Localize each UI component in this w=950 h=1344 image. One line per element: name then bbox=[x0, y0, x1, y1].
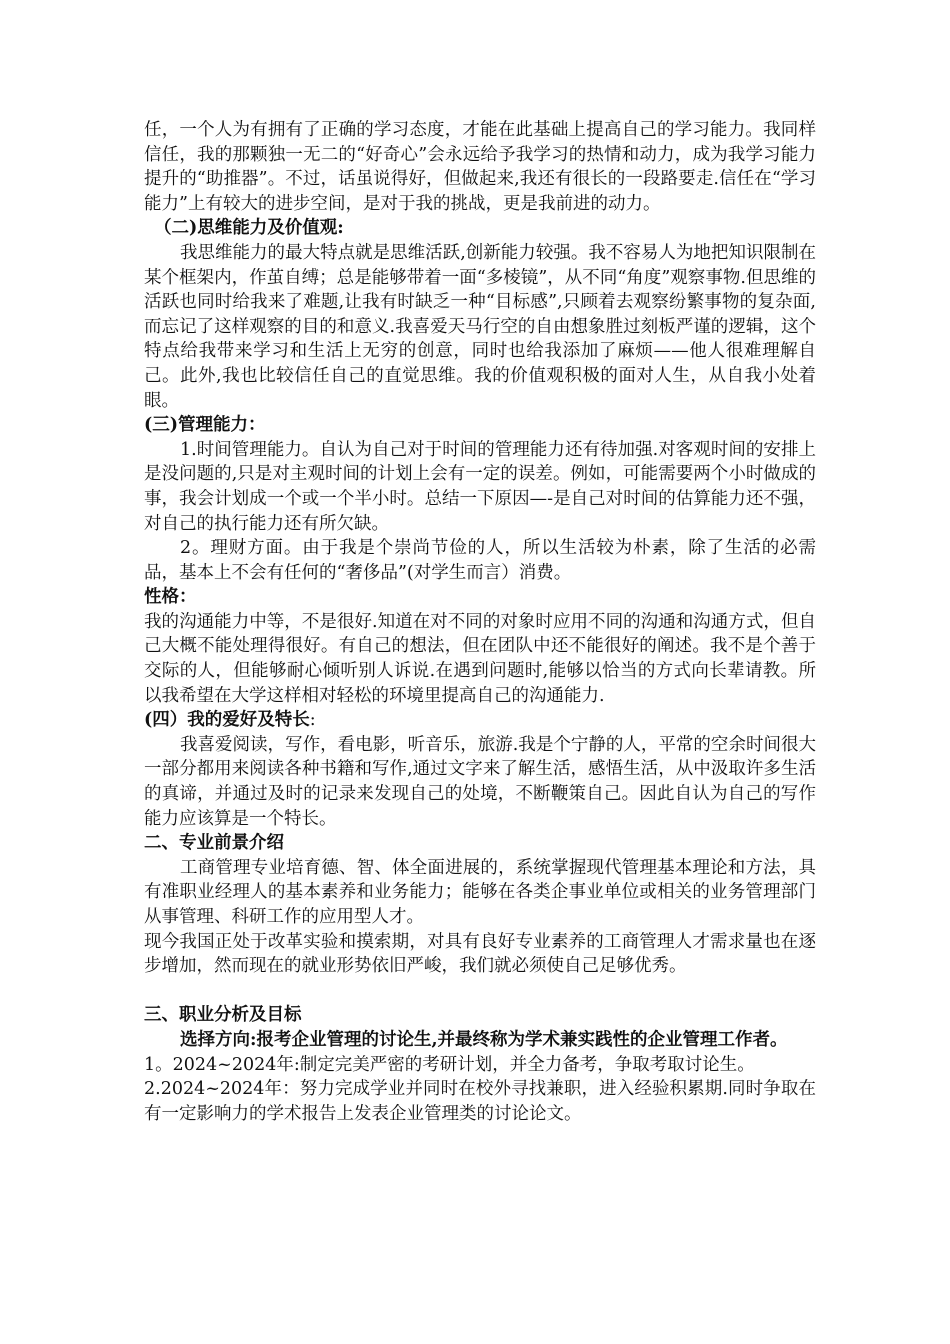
heading-hobbies bbox=[144, 708, 816, 733]
paragraph-chosen-direction: 选择方向:报考企业管理的讨论生,并最终称为学术兼实践性的企业管理工作者。 bbox=[180, 1029, 788, 1050]
heading-hobbies-text: (四）我的爱好及特长 bbox=[144, 710, 310, 731]
document-page bbox=[144, 118, 816, 1126]
paragraph-plan-1: 1。2024~2024年:制定完美严密的考研计划，并全力备考，争取考取讨论生。 bbox=[144, 1054, 755, 1075]
heading-personality: 性格： bbox=[144, 587, 197, 608]
heading-major-prospects: 二、专业前景介绍 bbox=[144, 833, 284, 854]
paragraph-personality: 我的沟通能力中等，不是很好.知道在对不同的对象时应用不同的沟通和沟通方式，但自己大概不能处理得很好。有自己的想法，但在团队中还不能很好的阐述。我不是个善于交际的人，但能够耐心倾听别人诉说.在遇到问题时,能够以恰当的方式向长辈请教。所以我希望在大学这样相对轻松的环境里提高自己的沟通能力. bbox=[144, 611, 816, 706]
paragraph-plan-2: 2.2024~2024年：努力完成学业并同时在校外寻找兼职，进入经验积累期.同时争取在有一定影响力的学术报告上发表企业管理类的讨论论文。 bbox=[144, 1079, 816, 1124]
paragraph-major-description: 工商管理专业培育德、智、体全面进展的，系统掌握现代管理基本理论和方法，具有准职业经理人的基本素养和业务能力；能够在各类企事业单位或相关的业务管理部门从事管理、科研工作的应用型人才。 bbox=[144, 857, 816, 927]
heading-thinking-ability: （二)思维能力及价值观: bbox=[154, 218, 344, 239]
heading-career-analysis: 三、职业分析及目标 bbox=[144, 1005, 302, 1026]
paragraph-time-management: 1.时间管理能力。自认为自己对于时间的管理能力还有待加强.对客观时间的安排上是没问题的,只是对主观时间的计划上会有一定的误差。例如，可能需要两个小时做成的事，我会计划成一个或一个半小时。总结一下原因—-是自己对时间的估算能力还不强，对自己的执行能力还有所欠缺。 bbox=[144, 439, 816, 534]
heading-hobbies-colon: : bbox=[309, 710, 316, 731]
heading-management-ability: (三)管理能力： bbox=[144, 415, 266, 436]
paragraph-learning-attitude: 任，一个人为有拥有了正确的学习态度，才能在此基础上提高自己的学习能力。我同样信任，我的那颗独一无二的“好奇心”会永远给予我学习的热情和动力，成为我学习能力提升的“助推器”。不过，话虽说得好，但做起来,我还有很长的一段路要走.信任在“学习能力”上有较大的进步空间，是对于我的挑战，更是我前进的动力。 bbox=[144, 120, 816, 214]
paragraph-employment-situation: 现今我国正处于改革实验和摸索期，对具有良好专业素养的工商管理人才需求量也在逐步增加，然而现在的就业形势依旧严峻，我们就必须使自己足够优秀。 bbox=[144, 931, 816, 977]
paragraph-thinking-ability: 我思维能力的最大特点就是思维活跃,创新能力较强。我不容易人为地把知识限制在某个框架内，作茧自缚；总是能够带着一面“多棱镜”，从不同“角度”观察事物.但思维的活跃也同时给我来了难题,让我有时缺乏一种“目标感”,只顾着去观察纷繁事物的复杂面,而忘记了这样观察的目的和意义.我喜爱天马行空的自由想象胜过刻板严谨的逻辑，这个特点给我带来学习和生活上无穷的创意，同时也给我添加了麻烦——他人很难理解自己。此外,我也比较信任自己的直觉思维。我的价值观积极的面对人生，从自我小处着眼。 bbox=[144, 242, 816, 411]
paragraph-hobbies: 我喜爱阅读，写作，看电影，听音乐，旅游.我是个宁静的人，平常的空余时间很大一部分都用来阅读各种书籍和写作,通过文字来了解生活，感悟生活，从中汲取许多生活的真谛，并通过及时的记录来发现自己的处境，不断鞭策自己。因此自认为自己的写作能力应该算是一个特长。 bbox=[144, 734, 816, 829]
paragraph-financial-management: 2。理财方面。由于我是个崇尚节俭的人，所以生活较为朴素，除了生活的必需品，基本上不会有任何的“奢侈品”(对学生而言）消费。 bbox=[144, 538, 816, 583]
blank-line bbox=[144, 979, 816, 1004]
